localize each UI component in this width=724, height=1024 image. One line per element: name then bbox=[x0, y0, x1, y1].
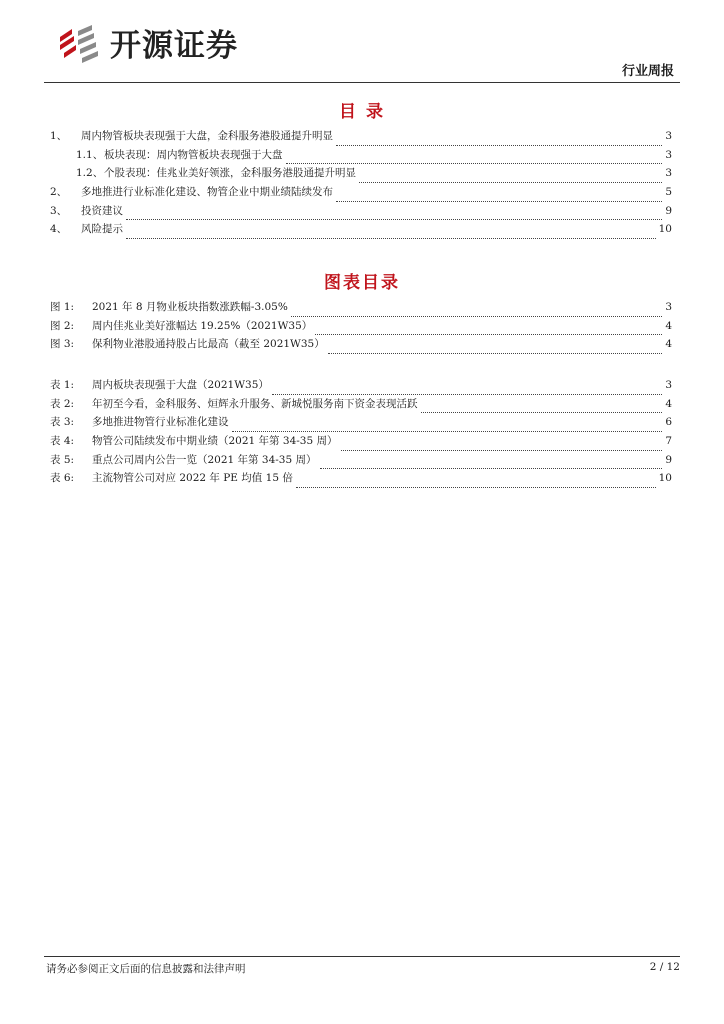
toc-entry[interactable] bbox=[50, 146, 672, 165]
toc-entry[interactable] bbox=[50, 220, 672, 239]
toc-entry-page: 4 bbox=[665, 338, 672, 351]
toc-entry-number: 1.2、 bbox=[76, 167, 104, 180]
toc-entry-title: 重点公司周内公告一览（2021 年第 34-35 周） bbox=[92, 453, 317, 466]
toc-entry-page: 9 bbox=[665, 453, 672, 466]
toc-entry-number: 图 2: bbox=[50, 319, 75, 332]
header-divider bbox=[44, 82, 680, 83]
toc-entry-page: 3 bbox=[665, 379, 672, 391]
toc-entry-number: 2、 bbox=[50, 186, 68, 199]
figures-toc-title: 图表目录 bbox=[324, 273, 400, 293]
toc-entry-number: 表 6: bbox=[50, 472, 75, 485]
toc-entry[interactable] bbox=[50, 298, 672, 317]
toc-leader-dots bbox=[320, 463, 663, 469]
chart-index-list bbox=[50, 298, 672, 354]
toc-entry-title: 多地推进行业标准化建设、物管企业中期业绩陆续发布 bbox=[81, 186, 333, 199]
page-header bbox=[44, 16, 680, 82]
toc-entry-number: 表 1: bbox=[50, 379, 75, 391]
company-logo bbox=[58, 20, 238, 65]
toc-leader-dots bbox=[341, 445, 663, 451]
toc-leader-dots bbox=[328, 348, 663, 354]
toc-entry-title: 周内物管板块表现强于大盘，金科服务港股通提升明显 bbox=[81, 130, 333, 142]
toc-entry-page: 10 bbox=[658, 223, 672, 236]
toc-entry-title: 多地推进物管行业标准化建设 bbox=[92, 416, 229, 429]
logo-text: 开源证券 bbox=[110, 28, 238, 64]
report-type-label: 行业周报 bbox=[621, 64, 674, 79]
toc-entry[interactable] bbox=[50, 469, 672, 488]
toc-entry-number: 3、 bbox=[50, 204, 68, 217]
toc-entry-title: 投资建议 bbox=[81, 204, 123, 217]
toc-entry[interactable] bbox=[50, 413, 672, 432]
footer-divider bbox=[44, 956, 680, 957]
toc-entry-number: 4、 bbox=[50, 223, 68, 236]
toc-entry[interactable] bbox=[50, 183, 672, 202]
toc-leader-dots bbox=[315, 329, 662, 335]
toc-entry-number: 1.1、 bbox=[76, 148, 104, 161]
toc-leader-dots bbox=[336, 196, 662, 202]
toc-entry-title: 个股表现：佳兆业美好领涨，金科服务港股通提升明显 bbox=[104, 167, 356, 180]
toc-entry-title: 保利物业港股通持股占比最高（截至 2021W35） bbox=[92, 338, 325, 351]
toc-entry[interactable] bbox=[50, 376, 672, 395]
table-index-list bbox=[50, 376, 672, 488]
toc-entry-title: 主流物管公司对应 2022 年 PE 均值 15 倍 bbox=[92, 472, 293, 485]
toc-entry[interactable] bbox=[50, 317, 672, 336]
toc-entry-page: 3 bbox=[665, 167, 672, 180]
toc-entry-title: 板块表现：周内物管板块表现强于大盘 bbox=[104, 148, 283, 161]
toc-title: 目 录 bbox=[339, 102, 385, 122]
toc-entry-page: 3 bbox=[665, 301, 672, 313]
toc-entry-number: 表 2: bbox=[50, 397, 75, 410]
toc-entry-number: 表 5: bbox=[50, 453, 75, 466]
toc-entry-number: 图 3: bbox=[50, 338, 75, 351]
toc-entry-page: 3 bbox=[665, 148, 672, 161]
logo-mark-icon bbox=[58, 23, 104, 63]
toc-entry-page: 5 bbox=[665, 186, 672, 199]
toc-entry-page: 7 bbox=[665, 435, 672, 448]
toc-list bbox=[50, 127, 672, 239]
toc-entry-page: 9 bbox=[665, 204, 672, 217]
toc-entry-number: 图 1: bbox=[50, 301, 75, 313]
toc-entry-title: 周内板块表现强于大盘（2021W35） bbox=[92, 379, 269, 391]
toc-entry-number: 1、 bbox=[50, 130, 68, 142]
toc-entry[interactable] bbox=[50, 451, 672, 470]
toc-entry[interactable] bbox=[50, 202, 672, 221]
toc-entry[interactable] bbox=[50, 395, 672, 414]
toc-leader-dots bbox=[359, 177, 662, 183]
toc-entry-title: 风险提示 bbox=[81, 223, 123, 236]
toc-leader-dots bbox=[296, 482, 656, 488]
toc-entry-title: 年初至今看，金科服务、烜辉永升服务、新城悦服务南下资金表现活跃 bbox=[92, 397, 418, 410]
toc-entry-page: 10 bbox=[658, 472, 672, 485]
toc-leader-dots bbox=[126, 233, 656, 239]
page-number: 2 / 12 bbox=[649, 961, 680, 973]
toc-entry-title: 物管公司陆续发布中期业绩（2021 年第 34-35 周） bbox=[92, 435, 338, 448]
toc-leader-dots bbox=[336, 140, 662, 146]
toc-entry[interactable] bbox=[50, 335, 672, 354]
toc-entry-page: 3 bbox=[665, 130, 672, 142]
toc-entry-number: 表 3: bbox=[50, 416, 75, 429]
footer-disclaimer: 请务必参阅正文后面的信息披露和法律声明 bbox=[46, 963, 246, 975]
toc-entry-title: 2021 年 8 月物业板块指数涨跌幅-3.05% bbox=[92, 301, 288, 313]
toc-entry[interactable] bbox=[50, 432, 672, 451]
toc-entry[interactable] bbox=[50, 127, 672, 146]
toc-entry-page: 4 bbox=[665, 397, 672, 410]
toc-leader-dots bbox=[421, 407, 663, 413]
toc-entry[interactable] bbox=[50, 164, 672, 183]
toc-leader-dots bbox=[126, 214, 662, 220]
toc-entry-number: 表 4: bbox=[50, 435, 75, 448]
toc-entry-title: 周内佳兆业美好涨幅达 19.25%（2021W35） bbox=[92, 319, 313, 332]
toc-leader-dots bbox=[291, 311, 662, 317]
toc-entry-page: 4 bbox=[665, 319, 672, 332]
toc-entry-page: 6 bbox=[665, 416, 672, 429]
